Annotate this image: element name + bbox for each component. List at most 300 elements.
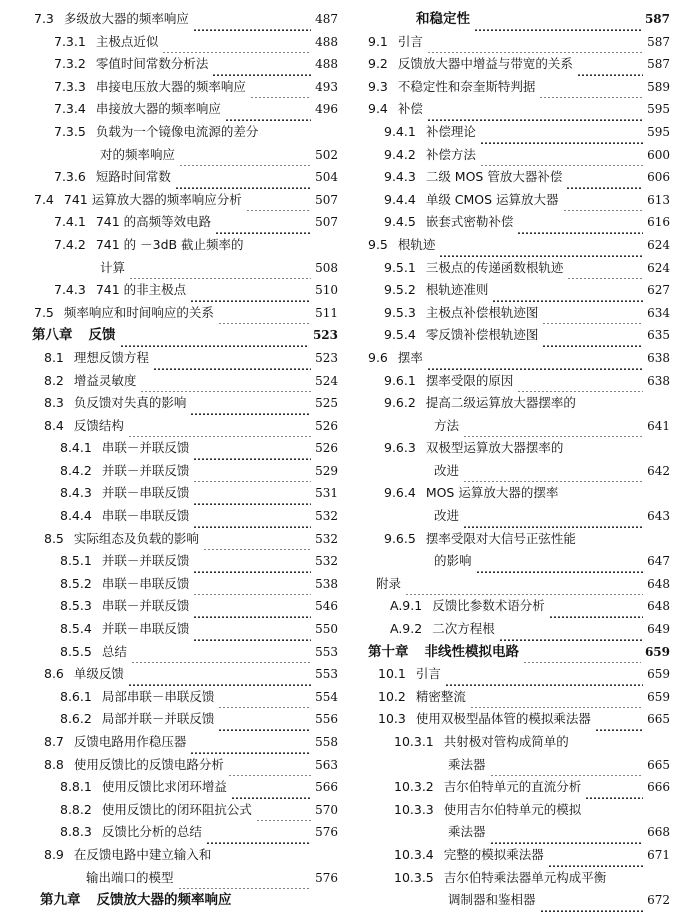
section-title: 零值时间常数分析法	[95, 56, 209, 72]
toc-entry	[0, 76, 338, 99]
section-number: 7.3.1	[54, 33, 86, 49]
toc-entry-label	[368, 31, 423, 54]
toc-entry-label	[100, 257, 125, 280]
dot-leader	[190, 279, 311, 302]
page-number: 523	[315, 350, 338, 365]
dot-leader	[539, 76, 643, 99]
section-title: 三极点的传递函数根轨迹	[425, 259, 564, 275]
section-title: 局部串联－串联反馈	[101, 688, 215, 704]
section-title: 不稳定性和奈奎斯特判据	[397, 78, 536, 94]
section-title: 乘法器	[448, 756, 486, 772]
toc-entry	[348, 166, 670, 189]
section-number: 9.2	[368, 56, 388, 72]
toc-entry	[348, 663, 670, 686]
dot-leader	[218, 708, 311, 731]
toc-entry-label	[394, 799, 581, 822]
page-number: 553	[315, 644, 338, 659]
section-title: 使用吉尔伯特单元的模拟	[443, 801, 582, 817]
dot-leader	[218, 686, 311, 709]
toc-entry	[348, 618, 670, 641]
section-title: 调制器和鉴相器	[448, 892, 536, 908]
toc-entry-label	[434, 505, 459, 528]
toc-entry	[0, 844, 338, 867]
section-title: 摆率	[397, 349, 423, 365]
section-number: 7.5	[34, 304, 54, 320]
page-number: 487	[315, 12, 338, 26]
dot-leader	[193, 482, 311, 505]
section-number: 8.5.4	[60, 621, 92, 637]
toc-entry-label	[54, 234, 244, 257]
toc-chapter-entry	[0, 889, 338, 912]
toc-entry	[0, 302, 338, 325]
toc-entry	[0, 731, 338, 754]
section-title: 引言	[397, 33, 423, 49]
dot-leader	[542, 302, 643, 325]
page-number: 672	[647, 893, 670, 908]
dot-leader	[250, 76, 311, 99]
section-number: 9.3	[368, 78, 388, 94]
section-title: 使用反馈比的反馈电路分析	[73, 756, 224, 772]
dot-leader	[445, 663, 643, 686]
dot-leader	[120, 324, 309, 347]
toc-entry	[0, 8, 338, 31]
section-title: 根轨迹准则	[425, 282, 489, 298]
section-number: 10.3.3	[394, 801, 434, 817]
toc-entry-label	[384, 144, 476, 167]
section-title: 反馈比分析的总结	[101, 824, 202, 840]
dot-leader	[549, 595, 643, 618]
toc-entry-label	[384, 166, 562, 189]
dot-leader	[218, 302, 311, 325]
toc-entry-label	[390, 618, 495, 641]
section-number: 8.5.5	[60, 643, 92, 659]
toc-entry	[348, 53, 670, 76]
toc-entry-label	[434, 415, 459, 438]
toc-entry	[348, 821, 670, 844]
toc-entry	[0, 505, 338, 528]
toc-entry	[0, 821, 338, 844]
toc-entry-label	[44, 754, 224, 777]
toc-entry	[0, 257, 338, 280]
toc-entry-label	[34, 302, 214, 325]
toc-entry-label	[86, 867, 174, 890]
toc-entry-label	[60, 573, 189, 596]
section-number: 9.4.2	[384, 146, 416, 162]
toc-entry-label	[54, 211, 211, 234]
dot-leader	[215, 211, 311, 234]
section-number: 8.5.2	[60, 575, 92, 591]
section-number: 7.4.3	[54, 282, 86, 298]
toc-entry-label	[384, 257, 563, 280]
dot-leader	[193, 8, 311, 31]
section-title: 增益灵敏度	[73, 372, 137, 388]
toc-entry-label	[394, 776, 581, 799]
section-number: 10.3.5	[394, 869, 434, 885]
dot-leader	[548, 844, 643, 867]
section-title: 串接放大器的频率响应	[95, 101, 221, 117]
toc-entry	[348, 31, 670, 54]
section-number: 9.6.3	[384, 440, 416, 456]
dot-leader	[128, 663, 311, 686]
page-number: 553	[315, 667, 338, 682]
toc-entry-label	[44, 528, 199, 551]
dot-leader	[128, 415, 311, 438]
toc-entry-label	[44, 415, 124, 438]
section-number: 10.3.1	[394, 734, 434, 749]
toc-entry	[0, 482, 338, 505]
section-title: 主极点补偿根轨迹图	[425, 304, 539, 320]
section-title: 单级反馈	[73, 666, 124, 682]
dot-leader	[490, 754, 643, 777]
dot-leader	[427, 31, 643, 54]
page-number: 488	[315, 34, 338, 49]
section-title: 补偿理论	[425, 123, 476, 139]
section-title: 单级 CMOS 运算放大器	[425, 191, 559, 207]
page-number: 613	[647, 192, 670, 207]
section-title: 计算	[100, 259, 126, 275]
section-title: 补偿方法	[425, 146, 476, 162]
dot-leader	[225, 98, 311, 121]
toc-entry	[348, 324, 670, 347]
toc-entry-label	[34, 189, 242, 212]
toc-entry-label	[384, 482, 558, 505]
page-number: 546	[315, 599, 338, 614]
dot-leader	[140, 370, 311, 393]
section-title: 共射极对管构成简单的	[443, 734, 569, 749]
toc-entry	[0, 618, 338, 641]
toc-entry-label	[384, 279, 488, 302]
toc-entry	[348, 505, 670, 528]
toc-entry	[348, 279, 670, 302]
page-number: 595	[647, 102, 670, 117]
section-title: 完整的模拟乘法器	[443, 846, 544, 862]
page-number: 659	[644, 644, 670, 659]
section-number: 9.5.3	[384, 304, 416, 320]
section-title: 吉尔伯特单元的直流分析	[443, 779, 582, 795]
section-number: 9.5.1	[384, 259, 416, 275]
dot-leader	[517, 370, 643, 393]
page-number: 659	[647, 667, 670, 682]
section-number: 8.5.3	[60, 598, 92, 614]
page-number: 488	[315, 57, 338, 72]
section-title: 乘法器	[448, 824, 486, 840]
section-title: 反馈放大器中增益与带宽的关系	[397, 56, 573, 72]
dot-leader	[427, 98, 643, 121]
toc-entry	[348, 144, 670, 167]
page-number: 566	[315, 780, 338, 795]
section-number: 10.2	[378, 688, 406, 704]
section-title: 并联－并联反馈	[101, 553, 190, 569]
section-number: 9.4.1	[384, 123, 416, 139]
dot-leader	[256, 799, 311, 822]
toc-entry-label	[54, 76, 246, 99]
toc-entry	[0, 166, 338, 189]
toc-entry-label	[394, 867, 606, 890]
toc-entry-label	[368, 234, 435, 257]
toc-entry	[348, 595, 670, 618]
section-number: 9.1	[368, 33, 388, 49]
toc-entry	[348, 867, 670, 890]
section-number: 9.6.5	[384, 530, 416, 546]
section-number: 7.3.3	[54, 78, 86, 94]
section-title: 并联－串联反馈	[101, 485, 190, 501]
dot-leader	[193, 437, 311, 460]
dot-leader	[153, 347, 311, 370]
page-number: 634	[647, 305, 670, 320]
dot-leader	[231, 776, 311, 799]
toc-entry	[348, 347, 670, 370]
page-number: 532	[315, 531, 338, 546]
page-number: 558	[315, 735, 338, 749]
toc-entry	[0, 528, 338, 551]
section-number: 8.9	[44, 846, 64, 862]
section-number: 9.5.4	[384, 327, 416, 343]
page-number: 648	[647, 599, 670, 614]
section-number: 8.8.2	[60, 801, 92, 817]
dot-leader	[193, 618, 311, 641]
section-title: 实际组态及负载的影响	[73, 530, 199, 546]
page-number: 504	[315, 170, 338, 185]
dot-leader	[577, 53, 643, 76]
page-number: 508	[315, 260, 338, 275]
page-number: 524	[315, 373, 338, 388]
toc-entry-label	[368, 641, 519, 664]
toc-entry	[0, 370, 338, 393]
page-number: 576	[315, 825, 338, 840]
toc-entry	[0, 663, 338, 686]
toc-entry	[348, 482, 670, 505]
section-title: 741 的 －3dB 截止频率的	[95, 236, 244, 252]
page-number: 627	[647, 283, 670, 298]
section-number: 9.6.2	[384, 395, 416, 411]
toc-entry	[0, 754, 338, 777]
page-number: 510	[315, 283, 338, 298]
section-title: 的影响	[434, 553, 472, 569]
section-number: 第九章	[40, 892, 81, 909]
section-title: 741 的高频等效电路	[95, 214, 212, 230]
toc-entry	[0, 415, 338, 438]
page-number: 666	[647, 780, 670, 795]
dot-leader	[540, 889, 643, 912]
section-title: 提高二级运算放大器摆率的	[425, 395, 576, 411]
dot-leader	[517, 211, 643, 234]
toc-entry	[348, 708, 670, 731]
section-title: 短路时间常数	[95, 169, 171, 185]
toc-entry	[348, 76, 670, 99]
toc-entry-label	[434, 460, 459, 483]
section-number: 10.3.4	[394, 846, 434, 862]
section-title: 并联－串联反馈	[101, 621, 190, 637]
section-title: 局部并联－并联反馈	[101, 711, 215, 727]
toc-entry	[348, 550, 670, 573]
section-number: 10.3	[378, 711, 406, 727]
page-number: 641	[647, 418, 670, 433]
toc-entry	[348, 776, 670, 799]
section-title: 反馈	[88, 327, 116, 344]
page-number: 659	[647, 689, 670, 704]
toc-entry	[348, 415, 670, 438]
toc-entry-label	[32, 324, 116, 347]
toc-entry	[348, 799, 670, 822]
page-number: 638	[647, 373, 670, 388]
toc-left-column	[0, 8, 338, 912]
toc-entry	[0, 550, 338, 573]
section-title: 根轨迹	[397, 236, 436, 252]
section-title: 反馈结构	[73, 417, 124, 433]
toc-entry-label	[368, 347, 423, 370]
page-number: 647	[647, 554, 670, 569]
toc-entry-label	[54, 121, 258, 144]
toc-entry	[348, 234, 670, 257]
toc-entry-label	[384, 121, 476, 144]
section-title: 并联－并联反馈	[101, 462, 190, 478]
section-title: 反馈放大器的频率响应	[96, 892, 232, 909]
section-number: 第十章	[368, 643, 409, 660]
toc-entry	[0, 144, 338, 167]
section-number: 8.4	[44, 417, 64, 433]
dot-leader	[480, 144, 643, 167]
toc-chapter-entry	[348, 641, 670, 664]
page-number: 556	[315, 712, 338, 727]
toc-entry-label	[384, 392, 576, 415]
toc-entry-label	[416, 8, 470, 31]
section-number: 7.4.2	[54, 236, 86, 252]
toc-entry-label	[60, 618, 189, 641]
section-number: A.9.2	[390, 621, 423, 637]
page-number: 600	[647, 147, 670, 162]
page-number: 624	[647, 237, 670, 252]
page-number: 526	[315, 441, 338, 456]
section-number: 第八章	[32, 327, 73, 344]
toc-entry	[348, 754, 670, 777]
toc-entry-label	[448, 821, 486, 844]
section-title: 频率响应和时间响应的关系	[63, 304, 214, 320]
page-number: 550	[315, 622, 338, 637]
section-title: 串联－串联反馈	[101, 575, 190, 591]
section-title: 741 的非主极点	[95, 282, 187, 298]
section-title: 负载为一个镜像电流源的差分	[95, 123, 259, 139]
toc-entry-label	[368, 53, 573, 76]
page-number: 523	[312, 328, 338, 343]
page-number: 665	[647, 712, 670, 727]
toc-entry	[348, 211, 670, 234]
section-title: 改进	[434, 508, 460, 524]
toc-entry	[0, 641, 338, 664]
toc-chapter-entry	[0, 324, 338, 347]
page-number: 538	[315, 576, 338, 591]
section-title: 零反馈补偿根轨迹图	[425, 327, 539, 343]
toc-entry	[348, 121, 670, 144]
dot-leader	[567, 257, 643, 280]
page-number: 529	[315, 463, 338, 478]
section-number: 8.2	[44, 372, 64, 388]
section-number: 9.6	[368, 349, 388, 365]
dot-leader	[523, 641, 641, 664]
toc-entry	[348, 528, 670, 551]
toc-entry	[0, 31, 338, 54]
dot-leader	[439, 234, 643, 257]
page-number: 554	[315, 689, 338, 704]
toc-entry	[348, 731, 670, 754]
section-number: 8.3	[44, 395, 64, 411]
dot-leader	[463, 505, 643, 528]
dot-leader	[193, 505, 311, 528]
section-title: 负反馈对失真的影响	[73, 395, 187, 411]
section-title: 双极型运算放大器摆率的	[425, 440, 564, 456]
toc-entry	[348, 189, 670, 212]
toc-entry	[348, 686, 670, 709]
section-number: 7.4	[34, 191, 54, 207]
toc-entry	[0, 121, 338, 144]
section-title: 改进	[434, 462, 460, 478]
dot-leader	[463, 415, 643, 438]
section-title: 反馈比参数术语分析	[432, 598, 545, 614]
toc-entry	[0, 686, 338, 709]
toc-entry	[0, 347, 338, 370]
dot-leader	[175, 166, 311, 189]
dot-leader	[405, 573, 643, 596]
page-number: 563	[315, 757, 338, 772]
page-number: 493	[315, 79, 338, 94]
toc-entry-label	[384, 528, 576, 551]
page-number: 587	[647, 34, 670, 49]
toc-entry-label	[54, 98, 221, 121]
page-number: 531	[315, 486, 338, 501]
section-title: 方法	[434, 417, 460, 433]
page-number: 532	[315, 509, 338, 524]
dot-leader	[470, 686, 643, 709]
toc-entry-label	[60, 708, 214, 731]
toc-entry-label	[60, 550, 189, 573]
toc-entry	[348, 257, 670, 280]
page-number: 616	[647, 215, 670, 230]
dot-leader	[474, 8, 641, 31]
section-title: 二级 MOS 管放大器补偿	[425, 169, 563, 185]
section-number: 8.6.1	[60, 688, 92, 704]
section-title: 引言	[415, 666, 441, 682]
page-number: 507	[315, 215, 338, 230]
dot-leader	[490, 821, 643, 844]
section-title: 摆率受限对大信号正弦性能	[425, 530, 576, 546]
page-number: 665	[647, 757, 670, 772]
toc-entry	[348, 98, 670, 121]
dot-leader	[178, 867, 311, 890]
toc-entry-label	[54, 279, 186, 302]
toc-entry	[0, 437, 338, 460]
page-number: 642	[647, 463, 670, 478]
page-number: 671	[647, 847, 670, 862]
toc-entry-label	[384, 211, 513, 234]
section-title: 二次方程根	[432, 621, 495, 637]
toc-entry-label	[384, 324, 538, 347]
section-title: 使用反馈比求闭环增益	[101, 779, 227, 795]
dot-leader	[212, 53, 311, 76]
dot-leader	[563, 189, 643, 212]
section-number: 10.3.2	[394, 779, 434, 795]
section-title: 使用双极型晶体管的模拟乘法器	[415, 711, 591, 727]
toc-entry-label	[44, 663, 124, 686]
section-title: 对的频率响应	[100, 146, 176, 162]
toc-entry-label	[60, 799, 252, 822]
toc-entry	[348, 302, 670, 325]
toc-entry-label	[448, 754, 486, 777]
dot-leader	[492, 279, 643, 302]
toc-entry-label	[54, 53, 208, 76]
section-title: 非线性模拟电路	[424, 643, 519, 660]
toc-entry-label	[378, 663, 441, 686]
section-title: 输出端口的模型	[86, 869, 174, 885]
dot-leader	[585, 776, 643, 799]
